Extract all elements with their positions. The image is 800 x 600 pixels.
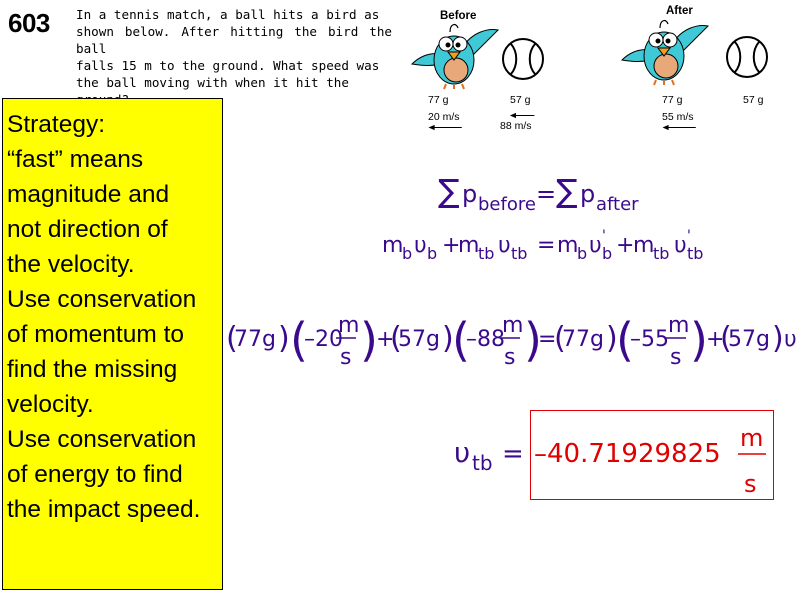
- subscript-tb: tb: [478, 244, 495, 263]
- unit-denominator: s: [670, 345, 682, 370]
- strategy-line: Strategy:: [7, 111, 106, 138]
- prime-mark: ': [687, 228, 691, 244]
- subscript-after: after: [596, 194, 639, 215]
- tennis-ball-after-icon: [724, 34, 770, 80]
- close-paren: ): [606, 321, 618, 356]
- p-symbol: p: [580, 180, 596, 208]
- strategy-line: of energy to find: [7, 461, 183, 488]
- sum-symbol: ∑: [556, 172, 578, 210]
- strategy-line: not direction of: [7, 216, 168, 243]
- symbolic-momentum-equation: [382, 228, 703, 263]
- before-bird-arrow-icon: [426, 124, 466, 131]
- m-symbol: m: [633, 233, 655, 258]
- equals-sign: =: [537, 233, 556, 258]
- subscript-tb: tb: [653, 244, 670, 263]
- problem-line: the ball moving with when it hit the: [76, 75, 349, 90]
- plus-sign: +: [376, 327, 395, 352]
- after-bird-arrow-icon: [660, 124, 700, 131]
- open-paren: (: [720, 321, 732, 356]
- problem-line: falls 15 m to the ground. What speed was: [76, 58, 380, 73]
- m-symbol: m: [382, 233, 404, 258]
- equals-sign: =: [538, 327, 557, 352]
- strategy-box: [2, 98, 223, 590]
- subscript-before: before: [478, 194, 536, 215]
- strategy-line: the impact speed.: [7, 496, 201, 523]
- answer-symbol: υ: [454, 436, 471, 469]
- after-bird-mass: 77 g: [662, 94, 683, 106]
- problem-line: In a tennis match, a ball hits a bird as: [76, 7, 380, 22]
- upsilon-symbol: υ: [498, 233, 511, 258]
- problem-text: [76, 6, 392, 108]
- answer-box: [530, 410, 774, 500]
- strategy-line: Use conservation: [7, 286, 197, 313]
- open-paren: (: [390, 321, 402, 356]
- upsilon-symbol: υ: [589, 233, 602, 258]
- unit-numerator: m: [502, 313, 524, 338]
- upsilon-symbol: υ: [674, 233, 687, 258]
- bird-mass-value: 77g: [234, 327, 276, 352]
- subscript-b: b: [577, 244, 588, 263]
- before-ball-mass: 57 g: [510, 94, 531, 106]
- upsilon-symbol: υ: [414, 233, 427, 258]
- bird-velocity-after: –55: [630, 327, 669, 352]
- bird-velocity-before: –20: [304, 327, 343, 352]
- strategy-line: magnitude and: [7, 181, 170, 208]
- problem-number: 603: [8, 8, 50, 38]
- upsilon-symbol: υ: [784, 327, 797, 352]
- plus-sign: +: [442, 233, 461, 258]
- unit-denominator: s: [340, 345, 352, 370]
- close-paren: ): [690, 313, 708, 367]
- p-symbol: p: [462, 180, 478, 208]
- before-ball-speed: 88 m/s: [500, 120, 532, 132]
- strategy-line: find the missing: [7, 356, 178, 383]
- open-paren: (: [290, 313, 308, 367]
- equations: [226, 160, 800, 560]
- close-paren: ): [772, 321, 784, 356]
- close-paren: ): [360, 313, 378, 367]
- before-bird-mass: 77 g: [428, 94, 449, 106]
- equals-sign: =: [536, 180, 557, 208]
- before-ball-arrow-icon: [508, 112, 538, 119]
- strategy-line: the velocity.: [7, 251, 135, 278]
- answer-value: –40.71929825: [534, 439, 721, 469]
- subscript-tb: tb: [511, 244, 528, 263]
- m-symbol: m: [458, 233, 480, 258]
- subscript-b: b: [427, 244, 438, 263]
- plus-sign: +: [706, 327, 725, 352]
- tennis-ball-before-icon: [500, 36, 546, 82]
- sum-symbol: ∑: [438, 172, 460, 210]
- subscript-tb: tb: [687, 244, 704, 263]
- open-paren: (: [616, 313, 634, 367]
- strategy-line: of momentum to: [7, 321, 185, 348]
- ball-mass-value: 57g: [398, 327, 440, 352]
- ball-mass-value: 57g: [728, 327, 770, 352]
- answer-unit-numerator: m: [740, 424, 764, 452]
- answer-unit-denominator: s: [744, 470, 757, 498]
- answer-subscript: tb: [472, 451, 493, 475]
- plus-sign: +: [616, 233, 635, 258]
- subscript-b: b: [402, 244, 413, 263]
- bird-mass-value: 77g: [562, 327, 604, 352]
- before-bird-speed: 20 m/s: [428, 111, 460, 123]
- open-paren: (: [452, 313, 470, 367]
- unit-denominator: s: [504, 345, 516, 370]
- after-label: After: [666, 5, 693, 17]
- after-ball-mass: 57 g: [743, 94, 764, 106]
- unit-numerator: m: [668, 313, 690, 338]
- momentum-conservation-equation: [438, 172, 639, 215]
- answer-equation: [454, 436, 524, 475]
- close-paren: ): [278, 321, 290, 356]
- strategy-line: “fast” means: [7, 146, 144, 173]
- subscript-b: b: [602, 244, 613, 263]
- unit-numerator: m: [338, 313, 360, 338]
- after-bird-speed: 55 m/s: [662, 111, 694, 123]
- close-paren: ): [524, 313, 542, 367]
- problem-line: shown below. After hitting the bird the ball: [76, 24, 392, 56]
- bird-before-icon: [410, 18, 500, 90]
- m-symbol: m: [557, 233, 579, 258]
- strategy-line: Use conservation: [7, 426, 197, 453]
- equals-sign: =: [502, 439, 524, 469]
- numeric-momentum-equation: [226, 313, 797, 370]
- close-paren: ): [442, 321, 454, 356]
- ball-velocity-before: –88: [466, 327, 505, 352]
- before-label: Before: [440, 10, 477, 22]
- prime-mark: ': [602, 228, 606, 244]
- open-paren: (: [554, 321, 566, 356]
- bird-after-icon: [620, 14, 710, 86]
- open-paren: (: [226, 321, 238, 356]
- strategy-line: velocity.: [7, 391, 94, 418]
